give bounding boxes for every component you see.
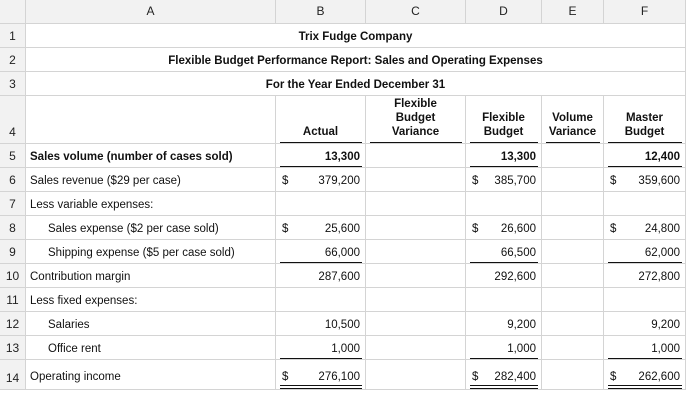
value-actual-sales-revenue: 379,200 xyxy=(318,175,360,187)
cell-a8[interactable] xyxy=(26,216,276,240)
value-flex-sales-revenue: 385,700 xyxy=(494,175,536,187)
currency-symbol: $ xyxy=(282,175,289,187)
cell-b4[interactable] xyxy=(276,96,366,144)
cell-period-merged[interactable] xyxy=(26,72,686,96)
underline-header-flex-var xyxy=(370,142,462,143)
label-salaries: Salaries xyxy=(48,319,90,331)
report-title: Trix Fudge Company xyxy=(298,31,413,43)
label-less-variable-expenses: Less variable expenses: xyxy=(30,199,154,211)
row-header-10[interactable]: 10 xyxy=(0,264,26,288)
currency-symbol: $ xyxy=(610,223,617,235)
cell-d9[interactable] xyxy=(466,240,542,264)
cell-f6[interactable] xyxy=(604,168,686,192)
column-header-d[interactable]: D xyxy=(466,0,542,24)
double-underline-operating-actual xyxy=(280,385,362,389)
row-header-5[interactable]: 5 xyxy=(0,144,26,168)
value-master-sales-expense: 24,800 xyxy=(644,223,680,235)
cell-a14[interactable] xyxy=(26,360,276,390)
column-header-a[interactable]: A xyxy=(26,0,276,24)
cell-c9[interactable] xyxy=(366,240,466,264)
cell-b6[interactable] xyxy=(276,168,366,192)
cell-c14[interactable] xyxy=(366,360,466,390)
value-actual-office-rent: 1,000 xyxy=(331,343,360,355)
cell-d13[interactable] xyxy=(466,336,542,360)
value-master-shipping-expense: 62,000 xyxy=(644,247,680,259)
currency-symbol: $ xyxy=(610,175,617,187)
cell-c11[interactable] xyxy=(366,288,466,312)
cell-e8[interactable] xyxy=(542,216,604,240)
value-flex-contribution-margin: 292,600 xyxy=(494,271,536,283)
cell-c4[interactable] xyxy=(366,96,466,144)
cell-subtitle-merged[interactable] xyxy=(26,48,686,72)
value-master-sales-volume: 12,400 xyxy=(644,151,680,163)
cell-a11[interactable] xyxy=(26,288,276,312)
row-header-7[interactable]: 7 xyxy=(0,192,26,216)
cell-d12[interactable] xyxy=(466,312,542,336)
row-header-6[interactable]: 6 xyxy=(0,168,26,192)
row-header-2[interactable]: 2 xyxy=(0,48,26,72)
value-flex-office-rent: 1,000 xyxy=(507,343,536,355)
report-subtitle: Flexible Budget Performance Report: Sales and Operating Expenses xyxy=(168,55,543,67)
currency-symbol: $ xyxy=(472,371,479,383)
cell-d4[interactable] xyxy=(466,96,542,144)
cell-c10[interactable] xyxy=(366,264,466,288)
row-header-8[interactable]: 8 xyxy=(0,216,26,240)
cell-c7[interactable] xyxy=(366,192,466,216)
label-sales-revenue: Sales revenue ($29 per case) xyxy=(30,175,181,187)
cell-a13[interactable] xyxy=(26,336,276,360)
column-header-b[interactable]: B xyxy=(276,0,366,24)
value-actual-operating-income: 276,100 xyxy=(318,371,360,383)
cell-a10[interactable] xyxy=(26,264,276,288)
select-all-corner[interactable] xyxy=(0,0,26,24)
cell-e14[interactable] xyxy=(542,360,604,390)
row-header-13[interactable]: 13 xyxy=(0,336,26,360)
cell-e11[interactable] xyxy=(542,288,604,312)
double-underline-operating-master xyxy=(608,385,682,389)
cell-e12[interactable] xyxy=(542,312,604,336)
cell-b13[interactable] xyxy=(276,336,366,360)
cell-f8[interactable] xyxy=(604,216,686,240)
cell-b7[interactable] xyxy=(276,192,366,216)
currency-symbol: $ xyxy=(472,175,479,187)
cell-b12[interactable] xyxy=(276,312,366,336)
row-header-9[interactable]: 9 xyxy=(0,240,26,264)
label-operating-income: Operating income xyxy=(30,371,121,383)
cell-b5[interactable] xyxy=(276,144,366,168)
cell-e5[interactable] xyxy=(542,144,604,168)
cell-c8[interactable] xyxy=(366,216,466,240)
row-header-12[interactable]: 12 xyxy=(0,312,26,336)
value-flex-sales-volume: 13,300 xyxy=(500,151,536,163)
cell-d6[interactable] xyxy=(466,168,542,192)
cell-b9[interactable] xyxy=(276,240,366,264)
cell-d10[interactable] xyxy=(466,264,542,288)
underline-header-actual xyxy=(280,142,362,143)
cell-f5[interactable] xyxy=(604,144,686,168)
cell-f12[interactable] xyxy=(604,312,686,336)
value-master-salaries: 9,200 xyxy=(651,319,680,331)
report-period: For the Year Ended December 31 xyxy=(265,79,446,91)
currency-symbol: $ xyxy=(610,371,617,383)
label-contribution-margin: Contribution margin xyxy=(30,271,131,283)
row-header-4[interactable]: 4 xyxy=(0,96,26,144)
cell-e9[interactable] xyxy=(542,240,604,264)
underline-header-flex-budget xyxy=(470,142,538,143)
underline-sales-volume-flex xyxy=(470,166,538,167)
value-master-contribution-margin: 272,800 xyxy=(638,271,680,283)
underline-office-rent-flex xyxy=(470,358,538,359)
currency-symbol: $ xyxy=(282,371,289,383)
label-shipping-expense: Shipping expense ($5 per case sold) xyxy=(48,247,235,259)
cell-e10[interactable] xyxy=(542,264,604,288)
cell-c6[interactable] xyxy=(366,168,466,192)
row-header-11[interactable]: 11 xyxy=(0,288,26,312)
cell-b8[interactable] xyxy=(276,216,366,240)
cell-f9[interactable] xyxy=(604,240,686,264)
cell-a5[interactable] xyxy=(26,144,276,168)
column-header-c[interactable]: C xyxy=(366,0,466,24)
cell-c13[interactable] xyxy=(366,336,466,360)
cell-f13[interactable] xyxy=(604,336,686,360)
value-master-sales-revenue: 359,600 xyxy=(638,175,680,187)
cell-f7[interactable] xyxy=(604,192,686,216)
currency-symbol: $ xyxy=(282,223,289,235)
underline-office-rent-master xyxy=(608,358,682,359)
underline-shipping-actual xyxy=(280,262,362,263)
cell-d7[interactable] xyxy=(466,192,542,216)
cell-title-merged[interactable] xyxy=(26,24,686,48)
underline-office-rent-actual xyxy=(280,358,362,359)
cell-a7[interactable] xyxy=(26,192,276,216)
cell-f11[interactable] xyxy=(604,288,686,312)
cell-d5[interactable] xyxy=(466,144,542,168)
label-sales-volume: Sales volume (number of cases sold) xyxy=(30,151,233,163)
cell-d11[interactable] xyxy=(466,288,542,312)
value-flex-shipping-expense: 66,500 xyxy=(500,247,536,259)
label-less-fixed-expenses: Less fixed expenses: xyxy=(30,295,138,307)
cell-b11[interactable] xyxy=(276,288,366,312)
header-flexible-budget: Flexible Budget xyxy=(482,112,525,138)
cell-e6[interactable] xyxy=(542,168,604,192)
value-actual-shipping-expense: 66,000 xyxy=(324,247,360,259)
value-actual-sales-volume: 13,300 xyxy=(324,151,360,163)
cell-c5[interactable] xyxy=(366,144,466,168)
cell-b10[interactable] xyxy=(276,264,366,288)
value-actual-salaries: 10,500 xyxy=(324,319,360,331)
column-header-e[interactable]: E xyxy=(542,0,604,24)
underline-sales-volume-master xyxy=(608,166,682,167)
double-underline-operating-flex xyxy=(470,385,538,389)
cell-a12[interactable] xyxy=(26,312,276,336)
underline-header-vol-var xyxy=(546,142,600,143)
row-header-3[interactable]: 3 xyxy=(0,72,26,96)
underline-shipping-master xyxy=(608,262,682,263)
column-header-f[interactable]: F xyxy=(604,0,686,24)
header-master-budget: Master Budget xyxy=(624,112,665,138)
value-master-operating-income: 262,600 xyxy=(638,371,680,383)
value-flex-sales-expense: 26,600 xyxy=(500,223,536,235)
currency-symbol: $ xyxy=(472,223,479,235)
value-flex-operating-income: 282,400 xyxy=(494,371,536,383)
row-header-14[interactable]: 14 xyxy=(0,360,26,390)
cell-d8[interactable] xyxy=(466,216,542,240)
cell-f4[interactable] xyxy=(604,96,686,144)
cell-e13[interactable] xyxy=(542,336,604,360)
row-header-1[interactable]: 1 xyxy=(0,24,26,48)
label-office-rent: Office rent xyxy=(48,343,101,355)
cell-a4[interactable] xyxy=(26,96,276,144)
header-actual: Actual xyxy=(302,126,339,138)
value-flex-salaries: 9,200 xyxy=(507,319,536,331)
underline-shipping-flex xyxy=(470,262,538,263)
cell-a9[interactable] xyxy=(26,240,276,264)
cell-a6[interactable] xyxy=(26,168,276,192)
cell-c12[interactable] xyxy=(366,312,466,336)
header-flexible-budget-variance: Flexible Budget Variance xyxy=(391,98,440,138)
value-master-office-rent: 1,000 xyxy=(651,343,680,355)
cell-f10[interactable] xyxy=(604,264,686,288)
header-volume-variance: Volume Variance xyxy=(548,112,597,138)
label-sales-expense: Sales expense ($2 per case sold) xyxy=(48,223,219,235)
value-actual-contribution-margin: 287,600 xyxy=(318,271,360,283)
underline-sales-volume-actual xyxy=(280,166,362,167)
underline-header-master xyxy=(608,142,682,143)
value-actual-sales-expense: 25,600 xyxy=(324,223,360,235)
cell-e4[interactable] xyxy=(542,96,604,144)
cell-e7[interactable] xyxy=(542,192,604,216)
